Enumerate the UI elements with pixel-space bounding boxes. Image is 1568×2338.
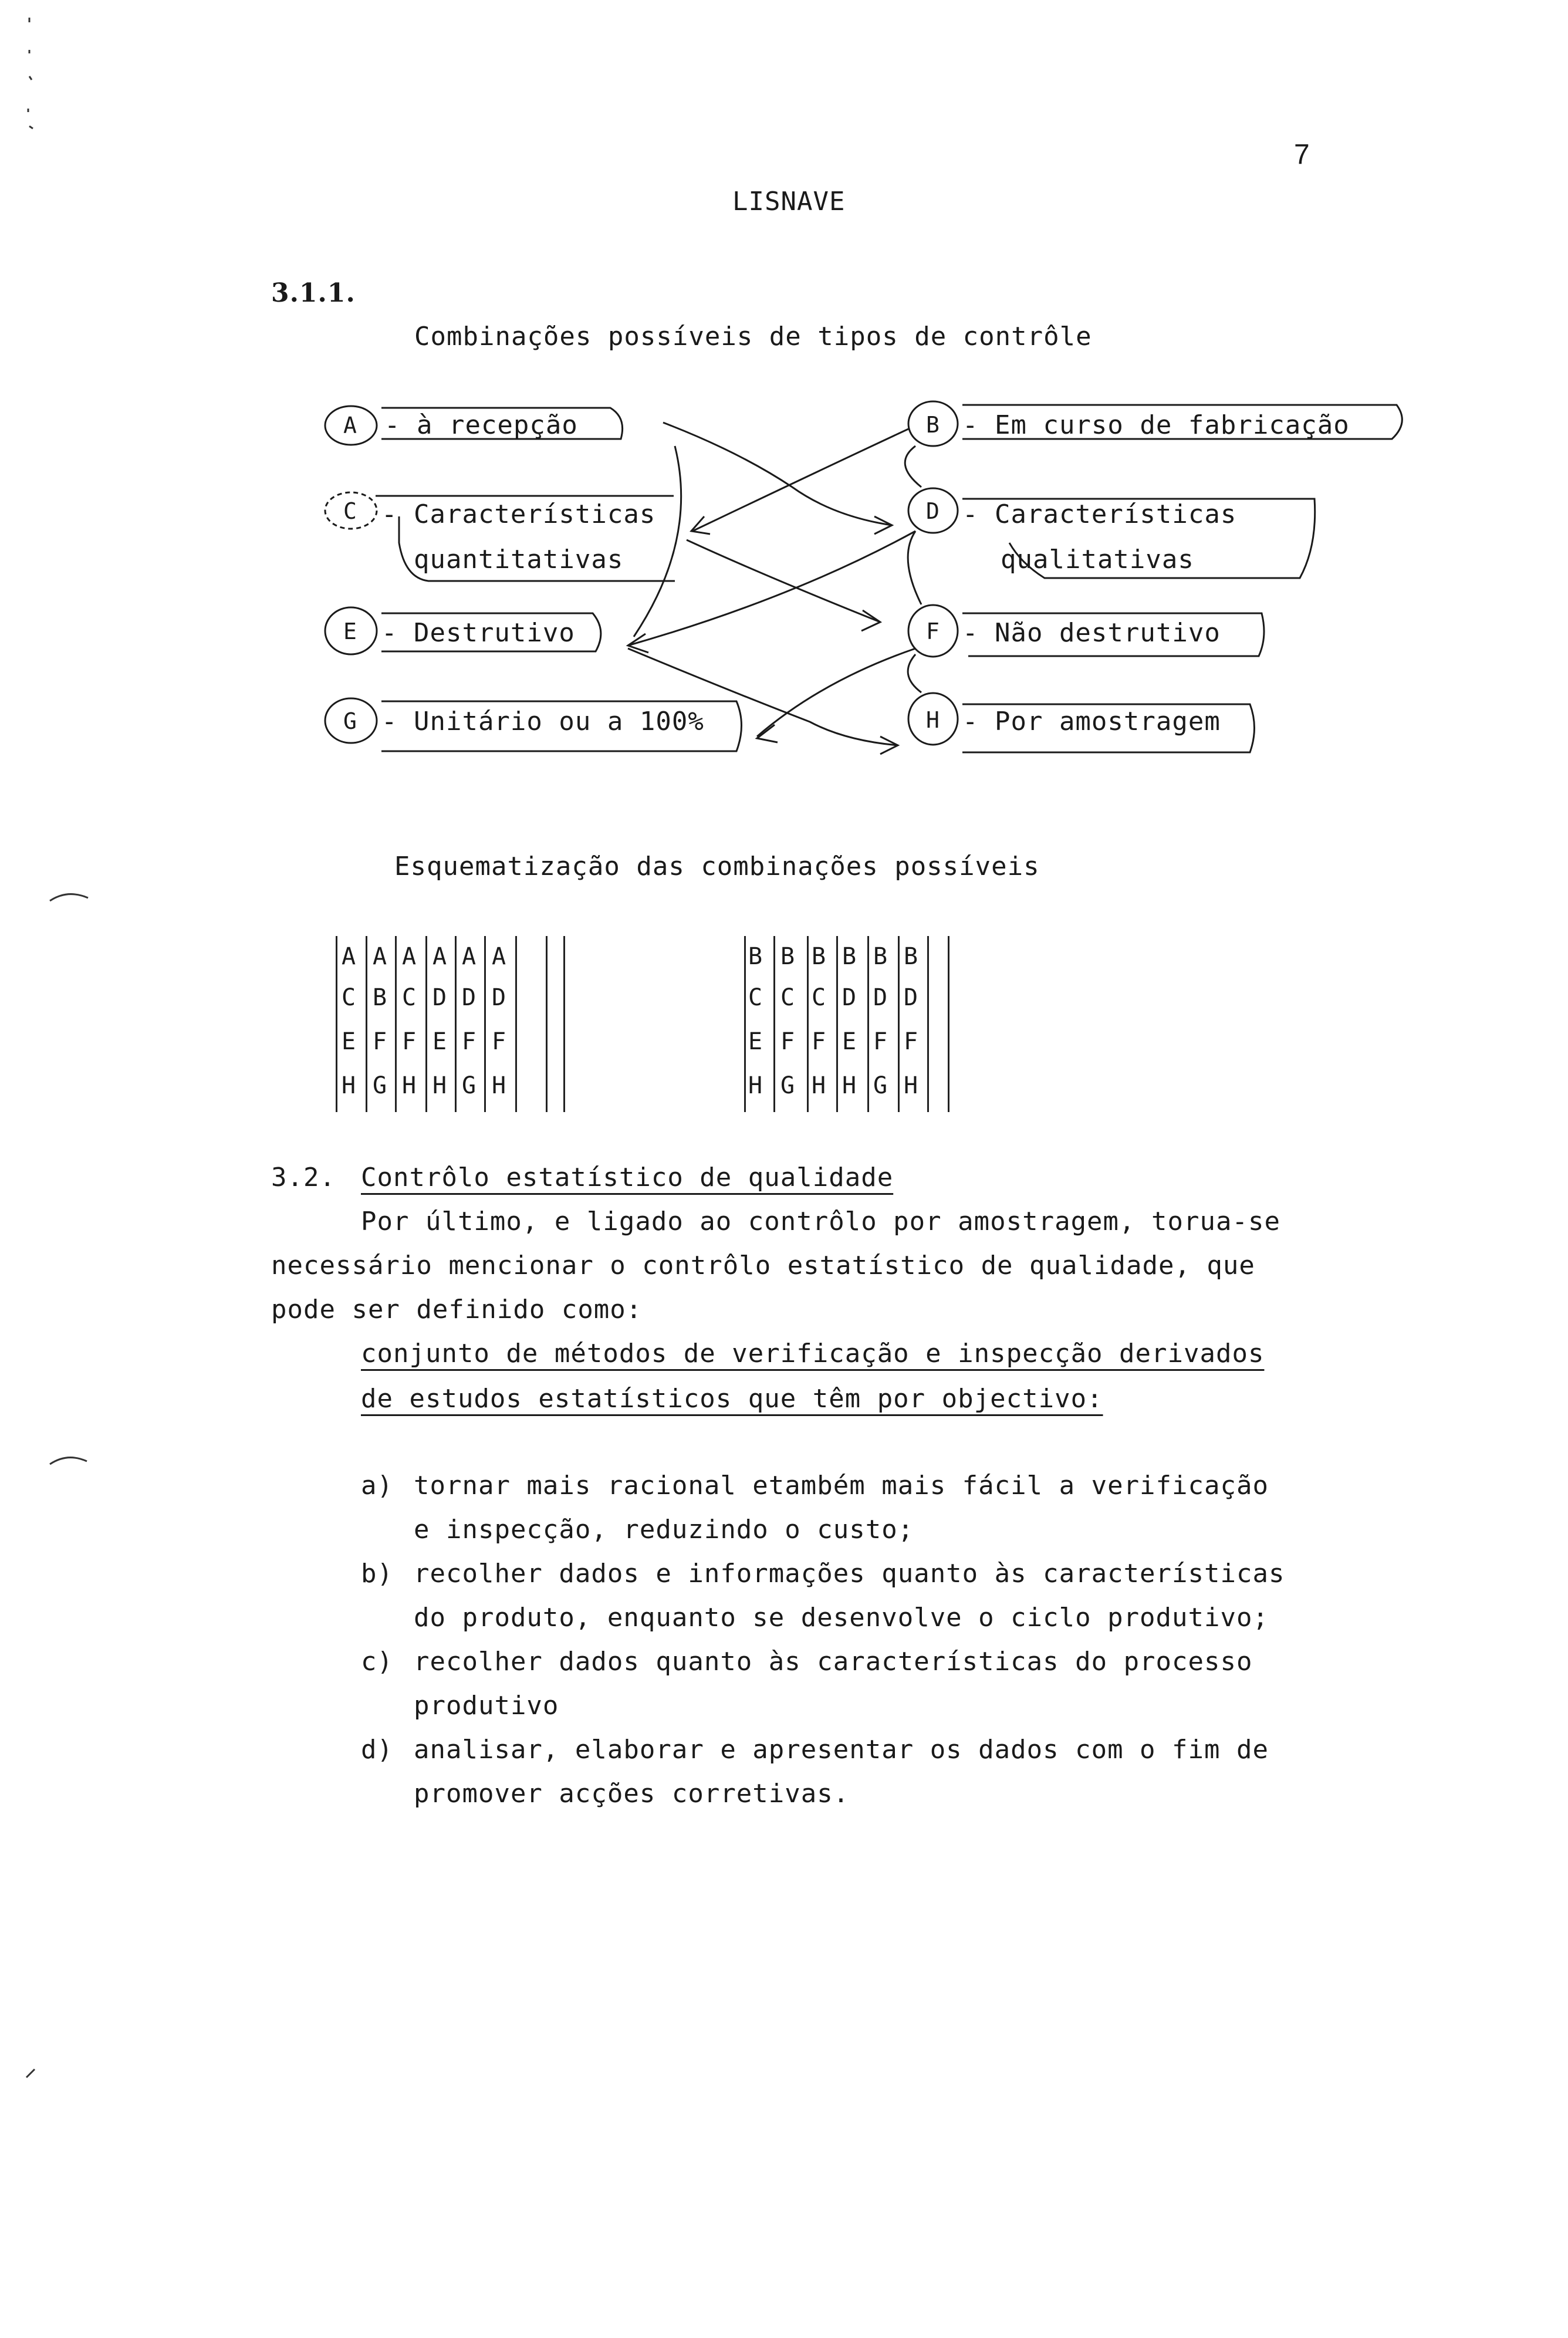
schema-right-cell: B bbox=[748, 943, 763, 970]
schema-left-cell: E bbox=[342, 1028, 357, 1055]
list-item-line: analisar, elaborar e apresentar os dados com o fim de bbox=[414, 1735, 1269, 1765]
schema-right-cell: B bbox=[780, 943, 796, 970]
schema-left-cell: G bbox=[462, 1072, 477, 1099]
arrow-b-c bbox=[692, 428, 910, 531]
schema-left-cell: C bbox=[402, 984, 417, 1011]
arrow-c-f bbox=[687, 540, 880, 622]
schema-left-cell: A bbox=[373, 943, 388, 970]
arrow-f-g bbox=[757, 648, 915, 736]
paragraph-line: pode ser definido como: bbox=[271, 1295, 643, 1325]
list-marker: a) bbox=[361, 1471, 393, 1501]
schema-right-cell: C bbox=[780, 984, 796, 1011]
letter-d: D bbox=[926, 498, 940, 524]
schema-left-cell: F bbox=[462, 1028, 477, 1055]
label-unitario: - Unitário ou a 100% bbox=[381, 707, 704, 736]
label-qualitativas: qualitativas bbox=[1001, 545, 1194, 575]
schema-right-cell: D bbox=[842, 984, 857, 1011]
schema-right-cell: G bbox=[873, 1072, 888, 1099]
schema-left-cell: F bbox=[373, 1028, 388, 1055]
list-marker: d) bbox=[361, 1735, 393, 1765]
scan-margin-marks bbox=[0, 0, 117, 2171]
schema-right-cell: C bbox=[748, 984, 763, 1011]
schema-left-cell: D bbox=[492, 984, 507, 1011]
label-quantitativas: quantitativas bbox=[414, 545, 624, 575]
schema-right-cell: B bbox=[904, 943, 919, 970]
arrow-d-e bbox=[628, 531, 915, 646]
page-header: LISNAVE bbox=[732, 187, 846, 217]
schema-left-cell: D bbox=[432, 984, 448, 1011]
definition-line: conjunto de métodos de verificação e inspecção derivados bbox=[361, 1339, 1265, 1369]
label-por-amostragem: - Por amostragem bbox=[962, 707, 1221, 736]
schema-left-cell: F bbox=[492, 1028, 507, 1055]
schema-right-cell: D bbox=[904, 984, 919, 1011]
arrow-a-d bbox=[663, 423, 892, 525]
list-item-line: do produto, enquanto se desenvolve o ciclo produtivo; bbox=[414, 1603, 1269, 1633]
schema-right-cell: F bbox=[780, 1028, 796, 1055]
schema-left-cell: H bbox=[402, 1072, 417, 1099]
schema-left-cell: G bbox=[373, 1072, 388, 1099]
schema-left-cell: F bbox=[402, 1028, 417, 1055]
letter-c: C bbox=[343, 498, 357, 524]
letter-f: F bbox=[926, 619, 940, 644]
paragraph-line: Por último, e ligado ao contrôlo por amostragem, torua-se bbox=[361, 1207, 1280, 1236]
schema-left-cell: H bbox=[492, 1072, 507, 1099]
label-nao-destrutivo: - Não destrutivo bbox=[962, 618, 1221, 648]
list-item-line: recolher dados quanto às características do processo bbox=[414, 1647, 1253, 1677]
schema-left-cell: D bbox=[462, 984, 477, 1011]
section-b-title: Contrôlo estatístico de qualidade bbox=[361, 1163, 894, 1192]
letter-a: A bbox=[343, 413, 357, 438]
schema-right-cell: E bbox=[842, 1028, 857, 1055]
schema-left-cell: A bbox=[402, 943, 417, 970]
list-item-line: recolher dados e informações quanto às características bbox=[414, 1559, 1285, 1589]
schema-left-cell: A bbox=[492, 943, 507, 970]
section-title: Combinações possíveis de tipos de contrôle bbox=[414, 322, 1092, 352]
schema-left-cell: E bbox=[432, 1028, 448, 1055]
list-item-line: promover acções corretivas. bbox=[414, 1779, 850, 1809]
arrow-a-e bbox=[634, 446, 681, 637]
schema-right-cell: C bbox=[812, 984, 827, 1011]
section-number: 3.1.1. bbox=[271, 278, 356, 308]
schema-right-cell: G bbox=[780, 1072, 796, 1099]
section-b-number: 3.2. bbox=[271, 1163, 336, 1192]
label-em-curso: - Em curso de fabricação bbox=[962, 410, 1350, 440]
schema-left-cell: A bbox=[432, 943, 448, 970]
label-caracteristicas-qual: - Características bbox=[962, 499, 1237, 529]
schema-left-cell: A bbox=[342, 943, 357, 970]
list-marker: b) bbox=[361, 1559, 393, 1589]
schema-right-cell: H bbox=[842, 1072, 857, 1099]
letter-b: B bbox=[926, 412, 940, 438]
list-marker: c) bbox=[361, 1647, 393, 1677]
schema-right-cell: H bbox=[904, 1072, 919, 1099]
letter-e: E bbox=[343, 619, 357, 644]
schema-left-cell: H bbox=[432, 1072, 448, 1099]
schema-right-cell: D bbox=[873, 984, 888, 1011]
list-item-line: tornar mais racional etambém mais fácil a verificação bbox=[414, 1471, 1269, 1501]
label-recepcao: - à recepção bbox=[384, 410, 578, 440]
schema-right-cell: F bbox=[904, 1028, 919, 1055]
schema-right-cell: F bbox=[812, 1028, 827, 1055]
page-number: 7 bbox=[1294, 139, 1310, 170]
schema-left-cell: A bbox=[462, 943, 477, 970]
schema-right-cell: B bbox=[873, 943, 888, 970]
schema-right-cell: B bbox=[842, 943, 857, 970]
list-item-line: produtivo bbox=[414, 1691, 559, 1721]
letter-h: H bbox=[926, 707, 940, 733]
label-destrutivo: - Destrutivo bbox=[381, 618, 575, 648]
list-item-line: e inspecção, reduzindo o custo; bbox=[414, 1515, 914, 1545]
schema-right-cell: B bbox=[812, 943, 827, 970]
schema-left-cell: C bbox=[342, 984, 357, 1011]
schema-right-cell: F bbox=[873, 1028, 888, 1055]
schema-left-cell: B bbox=[373, 984, 388, 1011]
schema-right-cell: H bbox=[748, 1072, 763, 1099]
schema-right-cell: E bbox=[748, 1028, 763, 1055]
definition-line: de estudos estatísticos que têm por objectivo: bbox=[361, 1384, 1103, 1414]
paragraph-line: necessário mencionar o contrôlo estatístico de qualidade, que bbox=[271, 1251, 1255, 1281]
label-caracteristicas-quant: - Características bbox=[381, 499, 656, 529]
letter-g: G bbox=[343, 708, 357, 734]
schema-title: Esquematização das combinações possíveis bbox=[394, 852, 1040, 881]
schema-right-cell: H bbox=[812, 1072, 827, 1099]
schema-left-cell: H bbox=[342, 1072, 357, 1099]
